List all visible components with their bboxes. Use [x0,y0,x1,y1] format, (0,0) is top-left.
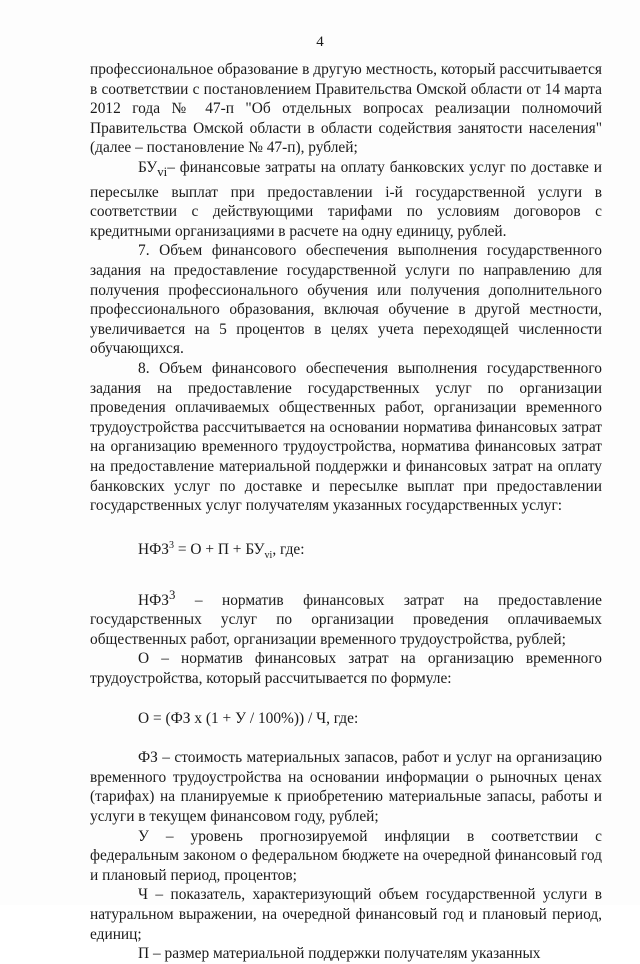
paragraph-o-definition: О – норматив финансовых затрат на организацию временного трудоустройства, который рассчитывается по формуле: [90,650,602,688]
term-nfz: НФЗ [138,591,169,609]
paragraph-bu [90,158,602,241]
paragraph-item-7: 7. Объем финансового обеспечения выполнения государственного задания на предоставление государственной услуги по направлению для получения профессионального обучения или получения дополнительного профессионального образования, включая обучение в другой местности, увеличивается на 5 процентов в целях учета переходящей численности обучающихся. [90,242,602,358]
formula-expression: = О + П + БУ [173,540,265,558]
paragraph: профессиональное образование в другую местность, который рассчитывается в соответствии с постановлением Правительства Омской области от 14 марта 2012 года № 47-п "Об отдельных вопросах реализации полномочий Правительства Омской области в области содействия занятости населения" (далее – постановление № 47-п), рублей; [90,61,602,157]
formula-nfz [138,536,602,566]
paragraph-ch-definition: Ч – показатель, характеризующий объем государственной услуги в натуральном выражении, на очередной финансовый год и плановый период, единиц; [90,886,602,943]
formula-term: НФЗ [138,540,169,558]
paragraph-text: – финансовые затраты на оплату банковских услуг по доставке и пересылке выплат при предоставлении i-й государственной услуги в соответствии с действующими тарифами по условиям договоров с кредитными организациями в расчете на одну единицу, рублей. [90,158,602,240]
formula-o: О = (ФЗ х (1 + У / 100%)) / Ч, где: [138,709,359,727]
paragraph-item-8: 8. Объем финансового обеспечения выполнения государственного задания на предоставление государственных услуг по организации проведения оплачиваемых общественных работ, организации временного трудоустройства рассчитывается на основании норматива финансовых затрат на организацию временного трудоустройства, норматива финансовых затрат на предоставление материальной поддержки и финансовых затрат на оплату банковских услуг по доставке и пересылке выплат при предоставлении государственных услуг получателям указанных государственных услуг: [90,359,602,515]
superscript-3: 3 [168,587,176,602]
formula-suffix: , где: [272,540,305,558]
superscript-3: 3 [168,539,174,551]
subscript-vi: vi [157,165,168,180]
term-bu: БУ [138,158,158,176]
document-body [90,60,602,964]
paragraph-u-definition: У – уровень прогнозируемой инфляции в соответствии с федеральным законом о федеральном бюджете на очередной финансовый год и плановый период, процентов; [90,827,602,884]
paragraph-nfz-definition [90,586,602,650]
paragraph-text: – норматив финансовых затрат на предоставление государственных услуг по организации проведения оплачиваемых общественных работ, организации временного трудоустройства, рублей; [90,591,602,648]
paragraph-p-definition: П – размер материальной поддержки получателям указанных [138,945,541,963]
paragraph-fz-definition: ФЗ – стоимость материальных запасов, работ и услуг на организацию временного трудоустройства на основании информации о рыночных ценах (тарифах) на планируемые к приобретению материальные запасы, работы и услуги в текущем финансовом году, рублей; [90,749,602,825]
page-number: 4 [316,34,324,50]
subscript-vi: vi [264,549,273,561]
